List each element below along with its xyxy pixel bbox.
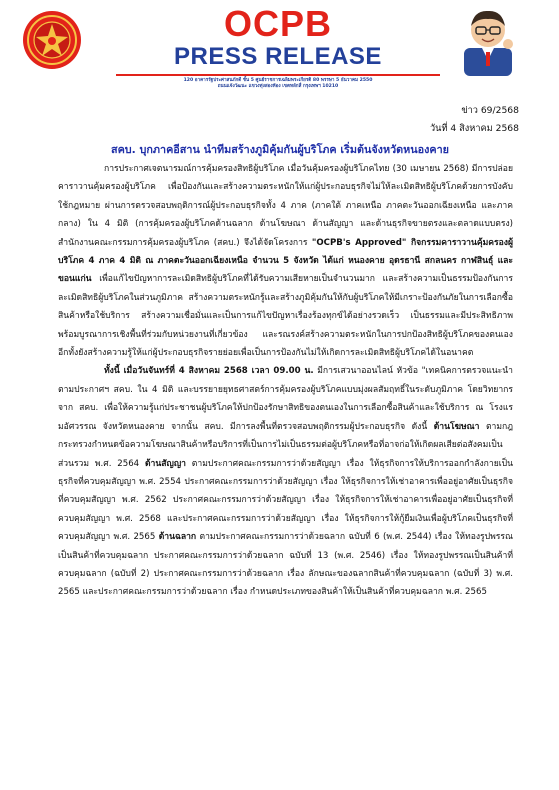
- p2-text-d: ตามกฎกระทรวงกำหนดข้อความโฆษณาสินค้าหรือบริการที่เป็นการไม่เป็นธรรมต่อผู้บริโภคหรือที่อาจก่อให้เกิดผลเสียต่อสังคมเป็นส่วนรวม พ.ศ. 2564: [58, 421, 513, 469]
- address-line-1: 120 อาคารรัฐประศาสนภักดี ชั้น 5 ศูนย์ราชการเฉลิมพระเกียรติ 80 พรรษา 5 ธันวาคม 2550: [183, 78, 373, 83]
- article-body: [58, 160, 513, 602]
- header-divider: [116, 74, 440, 76]
- paragraph-1: [58, 160, 513, 362]
- brand-block: [118, 4, 438, 70]
- brand-title: OCPB: [223, 3, 332, 44]
- p2-text-b: มีการเสวนาออนไลน์ หัวข้อ "เทคนิคการตรวจแนะนำตามประกาศฯ สคบ. ใน 4 มิติ และบรรยายยุทธศาสตร์การคุ้มครองผู้บริโภคแบบมุ่งผลสัมฤทธิ์ในระดับภูมิภาค โดยวิทยากรจาก สคบ. เพื่อให้ความรู้แก่ประชาชนผู้บริโภคให้ปกป้องรักษาสิทธิของตนเองในการเลือกซื้อสินค้าและใช้บริการ ณ โรงแรมอัศวรรณ จังหวัดหนองคาย จากนั้น สคบ. มีการลงพื้นที่ตรวจสอบพฤติกรรมผู้ประกอบธุรกิจ ดังนี้: [58, 366, 513, 432]
- release-date: วันที่ 4 สิงหาคม 2568: [430, 123, 519, 134]
- headline: สคบ. บุกภาคอีสาน นำทีมสร้างภูมิคุ้มกันผู้บริโภค เริ่มต้นจังหวัดหนองคาย: [110, 143, 450, 156]
- news-number: ข่าว 69/2568: [461, 105, 519, 116]
- cartoon-mascot-icon: [458, 4, 518, 76]
- p1-text-a: การประกาศเจตนารมณ์การคุ้มครองสิทธิผู้บริโภค เมื่อวันคุ้มครองผู้บริโภคไทย (30 เมษายน 2568) มีการปล่อยคาราวานคุ้มครองผู้บริโภค เพื่อป้องกันและสร้างความตระหนักให้แก่ผู้ประกอบธุรกิจไม่ให้ละเมิดสิทธิผู้บริโภคด้วยการบังคับใช้กฎหมาย ผ่านการตรวจสอบพฤติการณ์ผู้ประกอบธุรกิจทั้ง 4 ภาค (ภาคใต้ ภาคเหนือ ภาคตะวันออกเฉียงเหนือ และภาคกลาง) ใน 4 มิติ (การคุ้มครองผู้บริโภคด้านฉลาก ด้านโฆษณา ด้านสัญญา และด้านธุรกิจขายตรงและตลาดแบบตรง) สำนักงานคณะกรรมการคุ้มครองผู้บริโภค (สคบ.) จึงได้จัดโครงการ: [58, 164, 513, 248]
- p2-bold-contract: ด้านสัญญา: [144, 458, 186, 469]
- emblem-seal-icon: [22, 8, 82, 72]
- press-header: [0, 0, 559, 96]
- p2-bold-advertising: ด้านโฆษณา: [433, 421, 480, 432]
- p1-text-c: เพื่อแก้ไขปัญหาการละเมิดสิทธิผู้บริโภคที่ได้รับความเสียหายเป็นจำนวนมาก และสร้างความเป็นธรรมป้องกันการละเมิดสิทธิผู้บริโภคในส่วนภูมิภาค สร้างความตระหนักรู้และสร้างภูมิคุ้มกันให้กับผู้บริโภคให้มีเกราะป้องกันภัยในการเลือกซื้อสินค้าหรือใช้บริการ สร้างความเชื่อมั่นและเป็นการแก้ไขปัญหาเรื่องร้องทุกข์ได้อย่างรวดเร็ว เป็นธรรมและมีประสิทธิภาพ พร้อมบูรณาการเชิงพื้นที่ร่วมกับหน่วยงานที่เกี่ยวข้อง และรณรงค์สร้างความตระหนักในการปกป้องสิทธิผู้บริโภคของตนเอง อีกทั้งยังสร้างความรู้ให้แก่ผู้ประกอบธุรกิจรายย่อยเพื่อเป็นการป้องกันไม่ให้เกิดการละเมิดสิทธิผู้บริโภคได้ในอนาคต: [58, 274, 513, 359]
- brand-subtitle: PRESS RELEASE: [174, 43, 382, 70]
- p2-bold-date: ทั้งนี้ เมื่อวันจันทร์ที่ 4 สิงหาคม 2568 เวลา 09.00 น.: [104, 366, 314, 377]
- p2-text-h: ตามประกาศคณะกรรมการว่าด้วยฉลาก ฉบับที่ 6 (พ.ศ. 2544) เรื่อง ให้ทองรูปพรรณเป็นสินค้าที่ควบคุมฉลาก ประกาศคณะกรรมการว่าด้วยฉลาก ฉบับที่ 13 (พ.ศ. 2546) เรื่อง ให้ทองรูปพรรณเป็นสินค้าที่ควบคุมฉลาก (ฉบับที่ 2) ประกาศคณะกรรมการว่าด้วยฉลาก เรื่อง ลักษณะของฉลากสินค้าที่ควบคุมฉลาก (ฉบับที่ 3) พ.ศ. 2565 และประกาศคณะกรรมการว่าด้วยฉลาก เรื่อง กำหนดประเภทของสินค้าให้เป็นสินค้าที่ควบคุมฉลาก พ.ศ. 2565: [58, 532, 513, 598]
- p2-bold-label: ด้านฉลาก: [158, 532, 197, 543]
- address-line-2: ถนนแจ้งวัฒนะ แขวงทุ่งสองห้อง เขตหลักสี่ กรุงเทพฯ 10210: [217, 84, 339, 89]
- paragraph-2: [58, 362, 513, 601]
- p2-text-f: ตามประกาศคณะกรรมการว่าด้วยสัญญา เรื่อง ให้ธุรกิจการให้บริการออกกำลังกายเป็นธุรกิจที่ควบคุมสัญญา พ.ศ. 2554 ประกาศคณะกรรมการว่าด้วยสัญญา เรื่อง ให้ธุรกิจการให้เช่าอาคารเพื่ออยู่อาศัยเป็นธุรกิจที่ควบคุมสัญญา พ.ศ. 2562 ประกาศคณะกรรมการว่าด้วยสัญญา เรื่อง ให้ธุรกิจการให้เช่าอาคารเพื่ออยู่อาศัยเป็นธุรกิจที่ควบคุมสัญญา พ.ศ. 2568 และประกาศคณะกรรมการว่าด้วยสัญญา เรื่อง ให้ธุรกิจการให้กู้ยืมเงินเพื่อผู้บริโภคเป็นธุรกิจที่ควบคุมสัญญา พ.ศ. 2565: [58, 458, 513, 543]
- p1-bold-project: "OCPB's Approved" กิจกรรมคาราวานคุ้มครองผู้บริโภค 4 ภาค 4 มิติ ณ ภาคตะวันออกเฉียงเหนือ จำนวน 5 จังหวัด ได้แก่ หนองคาย อุดรธานี สกลนคร กาฬสินธุ์ และขอนแก่น: [58, 237, 513, 285]
- office-address: [108, 78, 448, 90]
- release-meta: [430, 102, 519, 138]
